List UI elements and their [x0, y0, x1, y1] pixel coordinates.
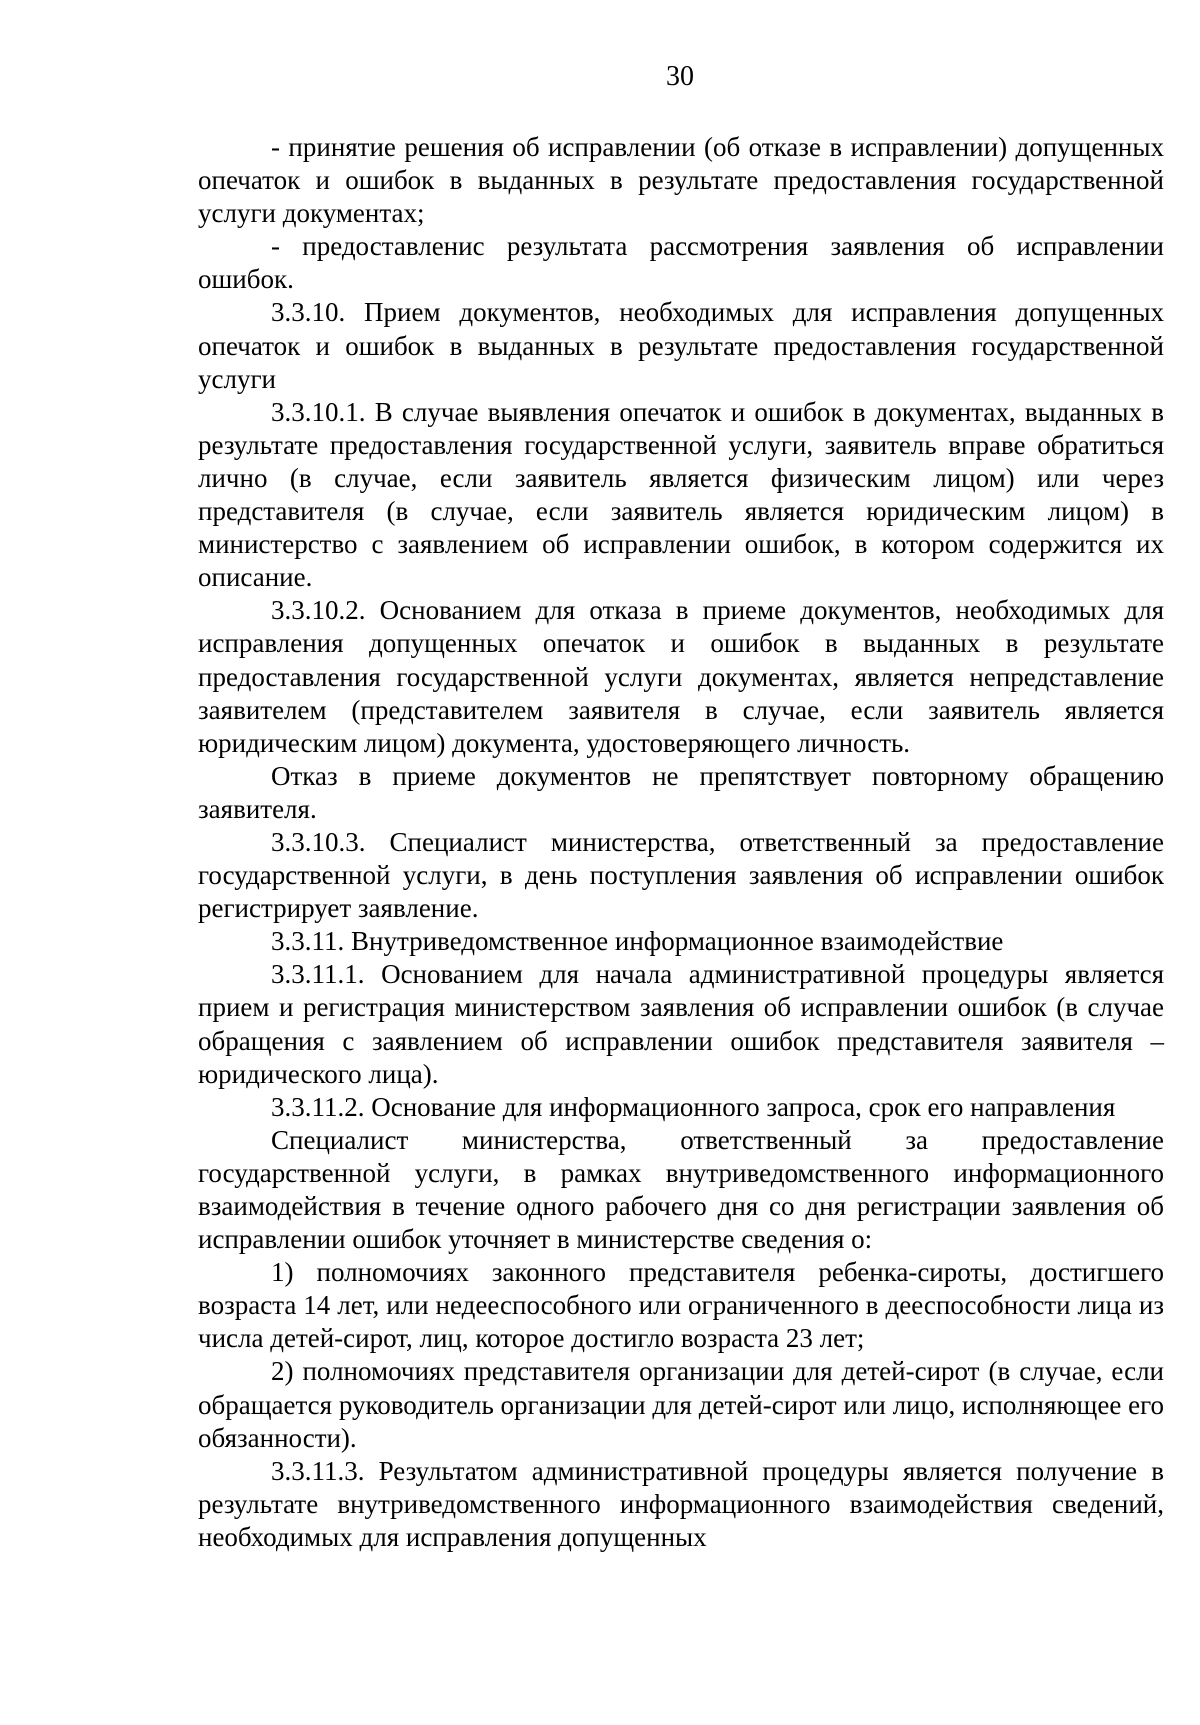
paragraph-3-3-10-3: 3.3.10.3. Специалист министерства, ответственный за предоставление государственной услуги, в день поступления заявления об исправлении ошибок регистрирует заявление. [198, 826, 1164, 924]
paragraph-3-3-11-3: 3.3.11.3. Результатом административной процедуры является получение в результате внутриведомственного информационного взаимодействия сведений, необходимых для исправления допущенных [198, 1455, 1164, 1552]
section-heading-3-3-10: 3.3.10. Прием документов, необходимых для исправления допущенных опечаток и ошибок в выданных в результате предоставления государственной услуги [198, 297, 1164, 394]
list-item-2: 2) полномочиях представителя организации для детей-сирот (в случае, если обращается руководитель организации для детей-сирот или лицо, исполняющее его обязанности). [198, 1356, 1164, 1453]
paragraph-result-bullet: - предоставлениc результата рассмотрения заявления об исправлении ошибок. [198, 231, 1164, 295]
document-body [198, 131, 1164, 1554]
paragraph-refusal-note: Отказ в приеме документов не препятствует повторному обращению заявителя. [198, 760, 1164, 824]
page-number: 30 [666, 61, 694, 92]
paragraph-3-3-10-2: 3.3.10.2. Основанием для отказа в приеме документов, необходимых для исправления допущенных опечаток и ошибок в выданных в результате предоставления государственной услуги документах, является непредставление заявителем (представителем заявителя в случае, если заявитель является юридическим лицом) документа, удостоверяющего личность. [198, 595, 1164, 758]
paragraph-3-3-11-1: 3.3.11.1. Основанием для начала административной процедуры является прием и регистрация министерством заявления об исправлении ошибок (в случае обращения с заявлением об исправлении ошибок представителя заявителя – юридического лица). [198, 959, 1164, 1089]
paragraph-3-3-11-2: 3.3.11.2. Основание для информационного запроса, срок его направления [271, 1091, 1116, 1122]
paragraph-specialist: Специалист министерства, ответственный за предоставление государственной услуги, в рамках внутриведомственного информационного взаимодействия в течение одного рабочего дня со дня регистрации заявления об исправлении ошибок уточняет в министерстве сведения о: [198, 1124, 1164, 1255]
list-item-1: 1) полномочиях законного представителя ребенка-сироты, достигшего возраста 14 лет, или недееспособного или ограниченного в дееспособности лица из числа детей-сирот, лиц, которое достигло возраста 23 лет; [198, 1257, 1164, 1354]
paragraph-3-3-10-1: 3.3.10.1. В случае выявления опечаток и ошибок в документах, выданных в результате предоставления государственной услуги, заявитель вправе обратиться лично (в случае, если заявитель является физическим лицом) или через представителя (в случае, если заявитель является юридическим лицом) в министерство с заявлением об исправлении ошибок, в котором содержится их описание. [198, 396, 1164, 593]
paragraph-decision-bullet: - принятие решения об исправлении (об отказе в исправлении) допущенных опечаток и ошибок в выданных в результате предоставления государственной услуги документах; [198, 132, 1164, 229]
section-heading-3-3-11: 3.3.11. Внутриведомственное информационное взаимодействие [271, 926, 1004, 957]
